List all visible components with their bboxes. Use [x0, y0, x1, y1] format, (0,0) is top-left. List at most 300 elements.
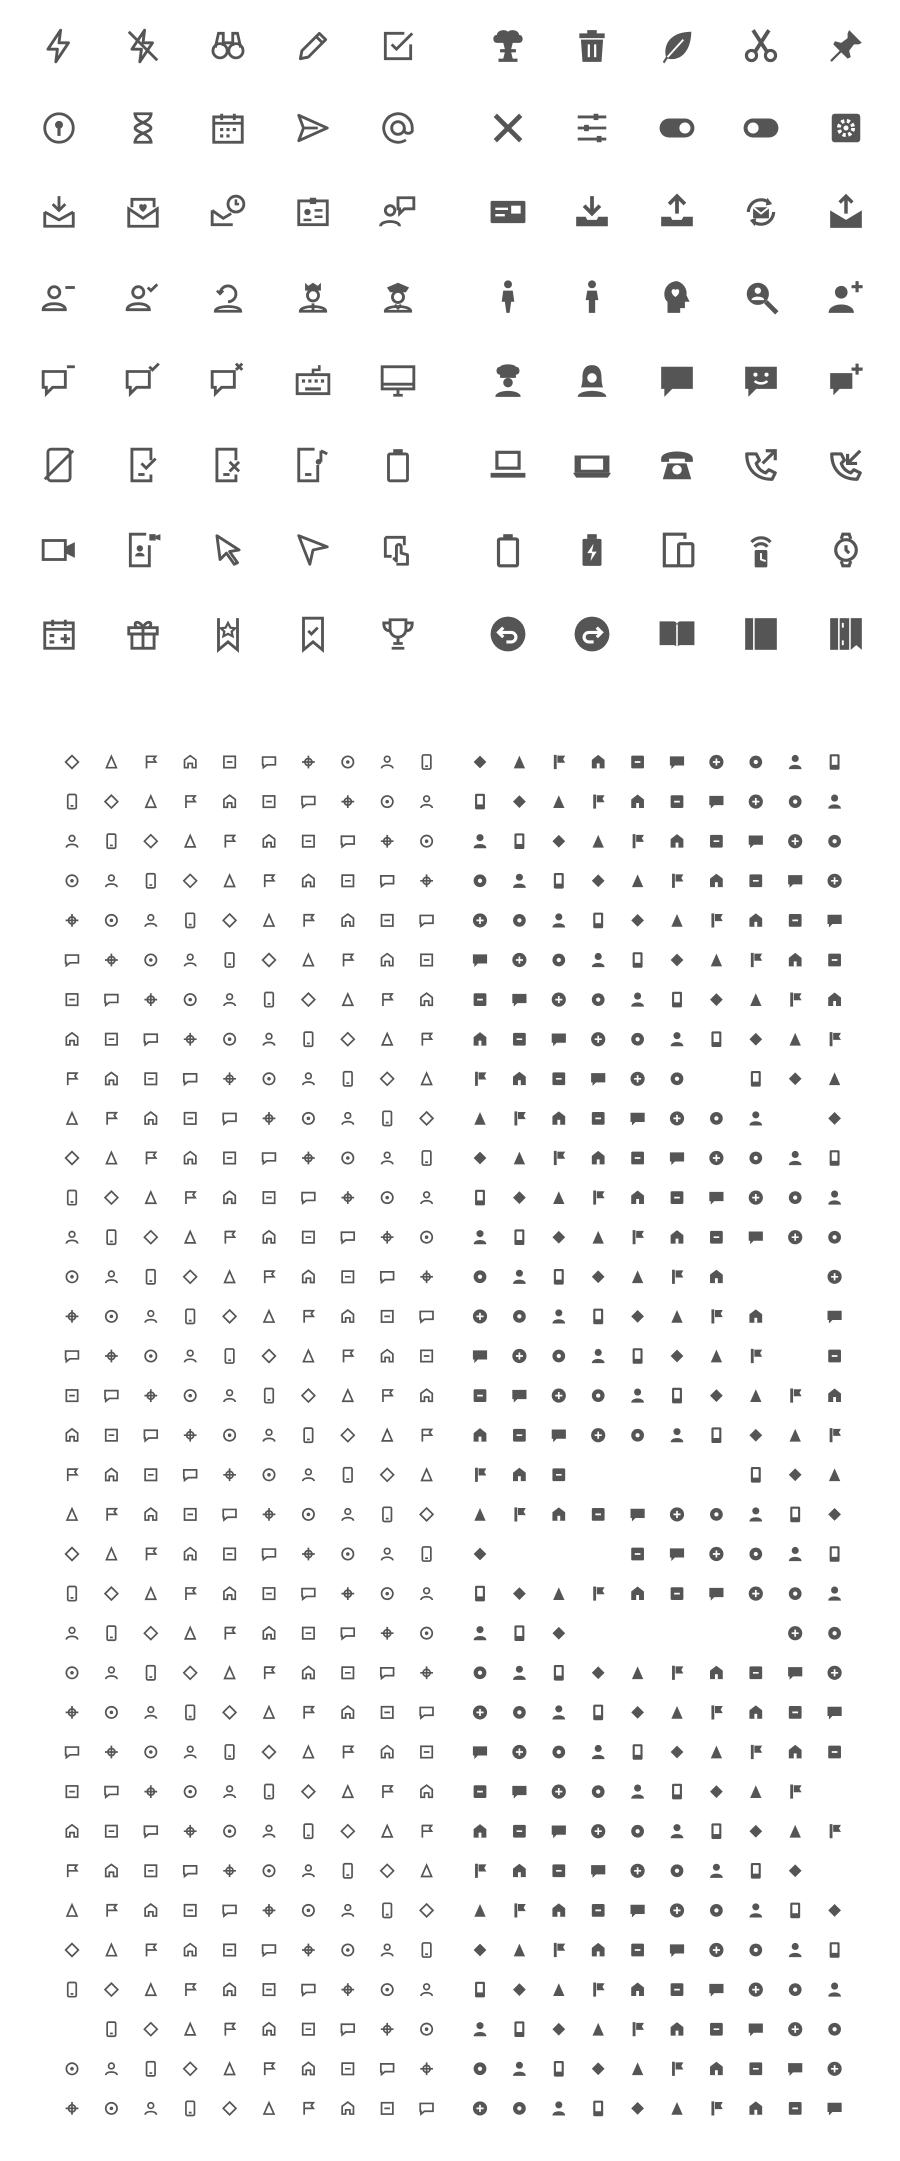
grid-glyph-icon: [144, 2023, 157, 2036]
grid-glyph-icon: [185, 1509, 196, 1520]
grid-glyph-icon: [710, 2023, 723, 2036]
grid-glyph-icon: [146, 1984, 156, 1995]
grid-glyph-icon: [672, 1666, 683, 1680]
grid-glyph-icon: [711, 2101, 722, 2115]
grid-glyph-icon: [265, 1785, 274, 1799]
grid-glyph-icon: [263, 1508, 276, 1521]
grid-glyph-icon: [591, 1073, 605, 1086]
grid-glyph-icon: [474, 756, 487, 769]
grid-glyph-icon: [303, 2062, 314, 2074]
grid-glyph-icon: [145, 1073, 156, 1084]
grid-glyph-icon: [303, 1905, 314, 1916]
grid-glyph-icon: [106, 875, 117, 887]
grid-glyph-icon: [751, 1467, 761, 1483]
grid-glyph-icon: [147, 756, 156, 769]
grid-glyph-icon: [147, 1270, 156, 1284]
grid-glyph-icon: [710, 1666, 723, 1679]
grid-glyph-icon: [512, 1745, 526, 1759]
grid-glyph-icon: [66, 955, 79, 966]
grid-glyph-icon: [341, 1825, 354, 1838]
grid-glyph-icon: [421, 796, 432, 808]
grid-glyph-icon: [552, 1785, 566, 1799]
chat-add-icon: [830, 364, 862, 396]
grid-glyph-icon: [474, 1548, 487, 1561]
grid-glyph-icon: [593, 1705, 603, 1721]
grid-glyph-icon: [144, 1231, 157, 1244]
mail-upload-icon: [830, 196, 862, 228]
grid-glyph-icon: [513, 1072, 526, 1085]
small-icon-grid: [66, 754, 842, 2116]
grid-glyph-icon: [341, 1983, 354, 1996]
at-icon: [384, 114, 412, 142]
grid-glyph-icon: [422, 1943, 431, 1957]
grid-glyph-icon: [421, 836, 432, 847]
grid-glyph-icon: [749, 1309, 762, 1322]
grid-glyph-icon: [828, 954, 841, 967]
grid-glyph-icon: [223, 1072, 236, 1085]
grid-glyph-icon: [552, 2023, 565, 2036]
grid-glyph-icon: [512, 1786, 526, 1799]
grid-glyph-icon: [514, 1507, 525, 1521]
grid-glyph-icon: [66, 1747, 79, 1758]
call-incoming-icon: [832, 451, 861, 480]
grid-glyph-icon: [67, 1113, 77, 1124]
grid-glyph-icon: [475, 1190, 485, 1206]
card-icon: [491, 201, 526, 223]
grid-glyph-icon: [830, 1032, 841, 1046]
grid-glyph-icon: [751, 953, 762, 967]
ribbon-star-icon: [219, 618, 238, 650]
grid-glyph-icon: [671, 1746, 684, 1759]
grid-glyph-icon: [554, 1151, 565, 1165]
grid-glyph-icon: [381, 1668, 394, 1679]
grid-glyph-icon: [185, 954, 196, 966]
grid-glyph-icon: [421, 1588, 432, 1600]
flash-icon: [48, 30, 69, 62]
grid-glyph-icon: [66, 1232, 77, 1244]
grid-glyph-icon: [382, 1192, 393, 1203]
grid-glyph-icon: [749, 913, 762, 926]
grid-glyph-icon: [710, 1270, 723, 1283]
grid-glyph-icon: [474, 1270, 487, 1283]
grid-glyph-icon: [422, 1429, 431, 1442]
grid-glyph-icon: [790, 1429, 801, 1442]
keyboard-icon: [297, 365, 329, 394]
grid-glyph-icon: [223, 1509, 236, 1520]
grid-glyph-icon: [749, 1944, 762, 1957]
chef-icon: [495, 364, 520, 396]
grid-glyph-icon: [749, 1983, 763, 1997]
grid-glyph-icon: [633, 834, 644, 848]
grid-glyph-icon: [186, 795, 195, 808]
grid-glyph-icon: [553, 1983, 564, 1996]
grid-glyph-icon: [830, 1428, 841, 1442]
grid-glyph-icon: [552, 1072, 565, 1085]
grid-glyph-icon: [421, 1984, 432, 1996]
grid-glyph-icon: [263, 1826, 274, 1838]
grid-glyph-icon: [552, 1350, 565, 1363]
grid-glyph-icon: [671, 1191, 684, 1204]
gift-icon: [129, 622, 158, 648]
grid-glyph-icon: [828, 1707, 842, 1720]
grid-glyph-icon: [474, 1508, 485, 1521]
grid-glyph-icon: [145, 1469, 156, 1480]
grid-glyph-icon: [185, 1152, 196, 1164]
grid-glyph-icon: [670, 1903, 684, 1917]
grid-glyph-icon: [382, 756, 393, 768]
flash-off-icon: [129, 30, 158, 62]
grid-glyph-icon: [343, 1390, 353, 1401]
grid-glyph-icon: [106, 1311, 117, 1322]
grid-glyph-icon: [381, 2023, 394, 2036]
grid-glyph-icon: [790, 1825, 801, 1838]
grid-glyph-icon: [263, 1350, 276, 1363]
grid-glyph-icon: [631, 1429, 644, 1442]
grid-glyph-icon: [263, 2023, 274, 2035]
grid-glyph-icon: [552, 835, 565, 848]
grid-glyph-icon: [593, 835, 604, 848]
mail-heart-icon: [129, 199, 158, 226]
grid-glyph-icon: [593, 913, 603, 929]
phone-check-icon: [132, 449, 156, 481]
grid-glyph-icon: [105, 1350, 118, 1363]
grid-glyph-icon: [631, 1864, 645, 1878]
user-refresh-icon: [215, 286, 240, 311]
grid-glyph-icon: [514, 833, 524, 849]
grid-glyph-icon: [106, 2063, 117, 2075]
grid-glyph-icon: [592, 1785, 605, 1798]
grid-glyph-icon: [592, 1508, 605, 1521]
grid-glyph-icon: [302, 1389, 315, 1402]
grid-glyph-icon: [593, 1587, 604, 1601]
grid-glyph-icon: [633, 1230, 644, 1244]
grid-glyph-icon: [342, 1944, 353, 1955]
grid-glyph-icon: [513, 1191, 526, 1204]
grid-glyph-icon: [421, 954, 432, 965]
grid-glyph-icon: [671, 2022, 684, 2035]
grid-glyph-icon: [383, 1111, 392, 1125]
grid-glyph-icon: [592, 993, 605, 1006]
large-icon-grid: [43, 30, 862, 651]
grid-glyph-icon: [66, 1351, 79, 1362]
grid-glyph-icon: [422, 1151, 431, 1165]
grid-glyph-icon: [184, 1866, 197, 1877]
grid-glyph-icon: [421, 993, 432, 1005]
toggle-off-icon: [660, 119, 695, 138]
grid-glyph-icon: [591, 1428, 605, 1442]
grid-glyph-icon: [303, 2024, 314, 2035]
grid-glyph-icon: [106, 915, 117, 926]
grid-glyph-icon: [105, 1191, 118, 1204]
undo-circle-icon: [491, 617, 526, 652]
grid-glyph-icon: [672, 874, 683, 888]
grid-glyph-icon: [224, 1587, 235, 1599]
grid-glyph-icon: [382, 1944, 393, 1956]
grid-glyph-icon: [513, 1270, 526, 1284]
laptop-open-icon: [573, 456, 611, 478]
grid-glyph-icon: [263, 954, 276, 967]
grid-glyph-icon: [593, 1231, 604, 1244]
grid-glyph-icon: [106, 2103, 117, 2114]
grid-glyph-icon: [144, 1785, 157, 1798]
grid-glyph-icon: [828, 2103, 842, 2116]
head-heart-icon: [664, 281, 689, 313]
grid-glyph-icon: [710, 1864, 723, 1878]
grid-glyph-icon: [749, 2062, 762, 2075]
grid-glyph-icon: [749, 2024, 763, 2037]
phone-video-icon: [130, 534, 160, 566]
grid-glyph-icon: [343, 1786, 353, 1797]
video-icon: [43, 541, 75, 560]
grid-glyph-icon: [381, 1272, 394, 1283]
grid-glyph-icon: [223, 914, 236, 927]
grid-glyph-icon: [342, 1905, 353, 1917]
grid-glyph-icon: [342, 1509, 353, 1521]
pin-icon: [830, 30, 862, 62]
grid-glyph-icon: [344, 1072, 353, 1086]
grid-glyph-icon: [474, 1428, 487, 1441]
grid-glyph-icon: [671, 1824, 684, 1838]
trash-icon: [579, 30, 604, 62]
grid-glyph-icon: [68, 795, 77, 809]
grid-glyph-icon: [474, 874, 487, 887]
grid-glyph-icon: [107, 1904, 116, 1917]
grid-glyph-icon: [592, 1666, 605, 1679]
grid-glyph-icon: [709, 755, 723, 769]
grid-glyph-icon: [513, 2102, 526, 2115]
grid-glyph-icon: [185, 1390, 196, 1401]
grid-glyph-icon: [592, 1112, 605, 1125]
grid-glyph-icon: [263, 1192, 274, 1203]
grid-glyph-icon: [751, 1349, 762, 1363]
grid-glyph-icon: [828, 2023, 841, 2036]
grid-glyph-icon: [474, 1152, 487, 1165]
grid-glyph-icon: [671, 1864, 684, 1877]
grid-glyph-icon: [710, 874, 723, 887]
grid-glyph-icon: [631, 1548, 644, 1561]
grid-glyph-icon: [671, 954, 684, 967]
grid-glyph-icon: [514, 1903, 525, 1917]
grid-glyph-icon: [475, 1586, 485, 1602]
grid-glyph-icon: [66, 1390, 77, 1401]
grid-glyph-icon: [749, 1191, 763, 1205]
grid-glyph-icon: [828, 1270, 842, 1284]
grid-glyph-icon: [473, 1705, 487, 1719]
grid-glyph-icon: [670, 1507, 684, 1521]
grid-glyph-icon: [422, 755, 431, 769]
grid-glyph-icon: [670, 1548, 684, 1561]
grid-glyph-icon: [383, 1507, 392, 1521]
grid-glyph-icon: [186, 2101, 195, 2115]
grid-glyph-icon: [671, 1428, 684, 1442]
grid-glyph-icon: [144, 835, 157, 848]
book-spine-icon: [745, 618, 777, 650]
grid-glyph-icon: [66, 1667, 77, 1678]
grid-glyph-icon: [514, 1229, 524, 1245]
grid-glyph-icon: [145, 2103, 156, 2115]
grid-glyph-icon: [828, 1666, 842, 1680]
grid-glyph-icon: [263, 757, 276, 768]
grid-glyph-icon: [828, 915, 842, 928]
grid-glyph-icon: [304, 914, 313, 927]
grid-glyph-icon: [66, 914, 79, 927]
grid-glyph-icon: [263, 1904, 276, 1917]
grid-glyph-icon: [513, 1587, 526, 1600]
grid-glyph-icon: [828, 835, 841, 848]
grid-glyph-icon: [224, 1548, 235, 1559]
grid-glyph-icon: [186, 1309, 195, 1323]
grid-glyph-icon: [512, 1390, 526, 1403]
grid-glyph-icon: [514, 1944, 525, 1957]
grid-glyph-icon: [224, 795, 235, 807]
grid-glyph-icon: [512, 994, 526, 1007]
chat-smile-icon: [745, 367, 777, 397]
grid-glyph-icon: [513, 1468, 526, 1481]
grid-glyph-icon: [552, 993, 566, 1007]
grid-glyph-icon: [145, 1311, 156, 1323]
mushroom-cloud-icon: [493, 30, 522, 62]
grid-glyph-icon: [263, 1231, 274, 1243]
grid-glyph-icon: [106, 1707, 117, 1718]
grid-glyph-icon: [224, 994, 235, 1006]
grid-glyph-icon: [185, 1628, 195, 1639]
grid-glyph-icon: [513, 2062, 526, 2076]
grid-glyph-icon: [631, 1113, 645, 1126]
grid-glyph-icon: [68, 1468, 77, 1481]
mail-clock-icon: [212, 196, 244, 225]
grid-glyph-icon: [382, 1311, 393, 1322]
grid-glyph-icon: [420, 1270, 433, 1283]
call-outgoing-icon: [747, 451, 776, 480]
grid-glyph-icon: [513, 914, 526, 927]
grid-glyph-icon: [265, 1666, 274, 1679]
grid-glyph-icon: [224, 1786, 235, 1798]
grid-glyph-icon: [788, 1626, 802, 1640]
grid-glyph-icon: [302, 1589, 315, 1600]
grid-glyph-icon: [145, 1865, 156, 1876]
grid-glyph-icon: [422, 1073, 432, 1084]
grid-glyph-icon: [422, 1547, 431, 1561]
grid-glyph-icon: [553, 1587, 564, 1600]
grid-glyph-icon: [709, 1547, 723, 1561]
grid-glyph-icon: [145, 1707, 156, 1719]
grid-glyph-icon: [263, 1865, 274, 1876]
grid-glyph-icon: [341, 1587, 354, 1600]
grid-glyph-icon: [263, 1430, 274, 1442]
grid-glyph-icon: [147, 1548, 156, 1561]
grid-glyph-icon: [66, 994, 77, 1005]
grid-glyph-icon: [224, 1034, 235, 1045]
grid-glyph-icon: [223, 2102, 236, 2115]
grid-glyph-icon: [790, 1507, 800, 1523]
grid-glyph-icon: [420, 1508, 433, 1521]
grid-glyph-icon: [670, 1111, 684, 1125]
grid-glyph-icon: [750, 993, 761, 1006]
grid-glyph-icon: [68, 1072, 77, 1085]
grid-glyph-icon: [144, 1826, 157, 1837]
grid-glyph-icon: [66, 1548, 79, 1561]
grid-glyph-icon: [381, 2064, 394, 2075]
grid-glyph-icon: [749, 1587, 763, 1601]
grid-glyph-icon: [304, 2102, 313, 2115]
grid-glyph-icon: [342, 2063, 353, 2074]
grid-glyph-icon: [633, 1348, 643, 1364]
grid-glyph-icon: [144, 1430, 157, 1441]
grid-glyph-icon: [552, 1746, 565, 1759]
grid-glyph-icon: [383, 1785, 392, 1798]
grid-glyph-icon: [66, 1429, 77, 1441]
grid-glyph-icon: [382, 1984, 393, 1995]
grid-glyph-icon: [107, 1508, 116, 1521]
grid-glyph-icon: [105, 795, 118, 808]
grid-glyph-icon: [106, 1271, 117, 1283]
grid-glyph-icon: [68, 1587, 77, 1601]
grid-glyph-icon: [672, 2062, 683, 2076]
grid-glyph-icon: [789, 1745, 802, 1758]
settings-icon: [832, 114, 861, 143]
send-icon: [299, 115, 328, 140]
grid-glyph-icon: [225, 953, 234, 967]
grid-glyph-icon: [263, 1588, 274, 1599]
grid-glyph-icon: [631, 993, 644, 1007]
monitor-icon: [382, 367, 414, 396]
grid-glyph-icon: [265, 993, 274, 1007]
grid-glyph-icon: [185, 1944, 196, 1956]
grid-glyph-icon: [105, 1391, 118, 1402]
grid-glyph-icon: [671, 914, 682, 927]
grid-glyph-icon: [789, 1191, 802, 1204]
grid-glyph-icon: [828, 1389, 841, 1402]
grid-glyph-icon: [709, 1984, 723, 1997]
grid-glyph-icon: [592, 755, 605, 768]
grid-glyph-icon: [591, 1865, 605, 1878]
grid-glyph-icon: [342, 1310, 353, 1322]
grid-glyph-icon: [263, 1469, 274, 1480]
grid-glyph-icon: [513, 1864, 526, 1877]
grid-glyph-icon: [145, 1508, 156, 1520]
grid-glyph-icon: [552, 913, 565, 927]
woman-user-icon: [578, 365, 607, 397]
grid-glyph-icon: [474, 1944, 487, 1957]
grid-glyph-icon: [420, 1904, 433, 1917]
navigation-icon: [299, 536, 328, 565]
grid-glyph-icon: [789, 1151, 802, 1165]
wireless-phone-icon: [752, 538, 771, 568]
grid-glyph-icon: [146, 796, 156, 807]
grid-glyph-icon: [789, 914, 802, 927]
book-open-icon: [660, 621, 695, 648]
grid-glyph-icon: [67, 1905, 77, 1916]
grid-glyph-icon: [710, 1389, 723, 1402]
grid-glyph-icon: [342, 1113, 353, 1125]
grid-glyph-icon: [144, 1034, 157, 1045]
grid-glyph-icon: [106, 1944, 116, 1955]
grid-glyph-icon: [184, 1470, 197, 1481]
grid-glyph-icon: [66, 836, 77, 848]
grid-glyph-icon: [710, 835, 723, 848]
grid-glyph-icon: [381, 1627, 394, 1640]
chat-remove-icon: [43, 367, 75, 394]
grid-glyph-icon: [264, 915, 274, 926]
grid-glyph-icon: [631, 1587, 644, 1600]
grid-glyph-icon: [828, 795, 841, 809]
grid-glyph-icon: [225, 1627, 234, 1640]
user-add-icon: [829, 281, 863, 313]
grid-glyph-icon: [106, 1667, 117, 1679]
grid-glyph-icon: [342, 1548, 353, 1559]
grid-glyph-icon: [382, 954, 393, 966]
grid-glyph-icon: [513, 1033, 526, 1046]
